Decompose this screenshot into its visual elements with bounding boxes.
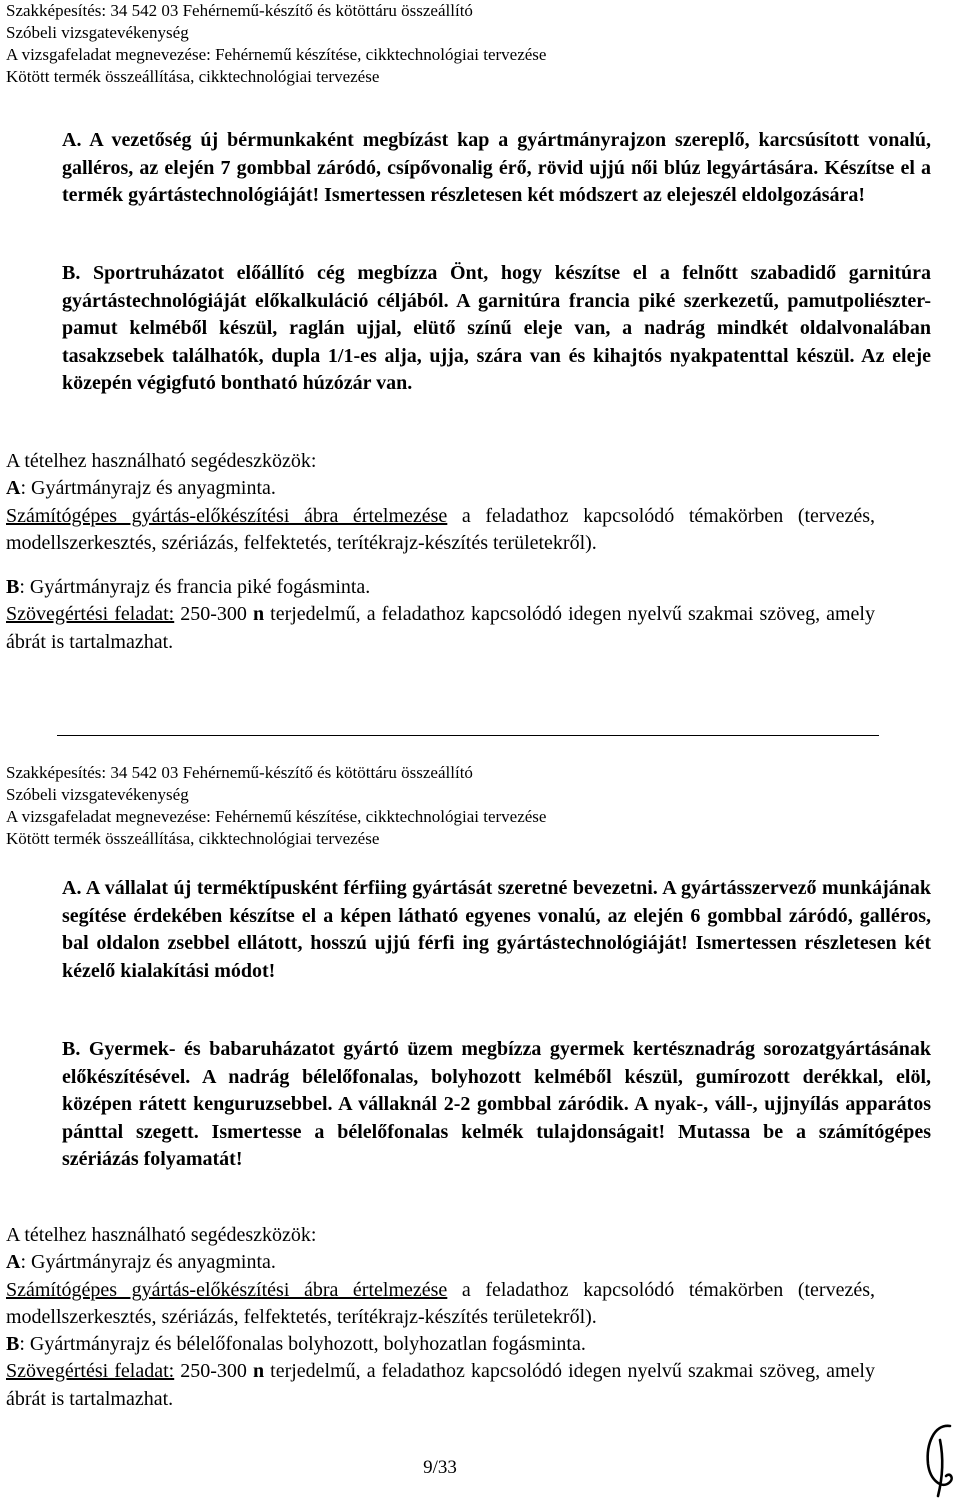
header-subtask: Kötött termék összeállítása, cikktechnológiai tervezése	[6, 829, 380, 848]
tools-calc-line: Számítógépes gyártás-előkészítési ábra értelmezése a feladathoz kapcsolódó témakörben (tervezés, modellszerkesztés, szériázás, felfektetés, terítékrajz-készítés területekről).	[6, 1278, 875, 1328]
section-divider	[57, 735, 879, 736]
tools-heading: A tételhez használható segédeszközök:	[6, 450, 317, 472]
header-task-name: A vizsgafeladat megnevezése: Fehérnemű készítése, cikktechnológiai tervezése	[6, 807, 547, 826]
header-subtask: Kötött termék összeállítása, cikktechnológiai tervezése	[6, 67, 380, 86]
task-13a	[6, 127, 931, 210]
calc-task-label: Számítógépes gyártás-előkészítési ábra értelmezése	[6, 504, 448, 527]
task-14a	[6, 875, 931, 985]
task-text: A. A vezetőség új bérmunkaként megbízást kap a gyártmányrajzon szereplő, karcsúsított vonalú, galléros, az elején 7 gombbal záródó, csípővonalig érő, rövid ujjú női blúz legyártására. Készítse el a termék gyártástechnológiáját! Ismertessen részletesen két módszert az elejeszél eldolgozására!	[62, 129, 931, 206]
tools-section-14	[6, 1222, 875, 1413]
task-number	[6, 875, 62, 903]
header-exam-type: Szóbeli vizsgatevékenység	[6, 23, 189, 42]
signature-icon	[920, 1420, 958, 1500]
tools-b-line: B: Gyártmányrajz és bélelőfonalas bolyhozott, bolyhozatlan fogásminta.	[6, 1333, 586, 1356]
reading-task-label: Szövegértési feladat:	[6, 603, 175, 626]
tools-a-line: A: Gyártmányrajz és anyagminta.	[6, 1251, 276, 1274]
tools-b-line: B: Gyártmányrajz és francia piké fogásminta.	[6, 576, 371, 599]
page-header-bottom	[6, 762, 546, 850]
task-number	[6, 1036, 62, 1064]
tools-calc-line: Számítógépes gyártás-előkészítési ábra értelmezése a feladathoz kapcsolódó témakörben (tervezés, modellszerkesztés, szériázás, felfektetés, terítékrajz-készítés területekről).	[6, 504, 875, 554]
tools-section-13	[6, 448, 875, 656]
task-text: A. A vállalat új terméktípusként férfiing gyártását szeretné bevezetni. A gyártásszervező munkájának segítése érdekében készítse el a képen látható egyenes vonalú, az elején 6 gombbal záródó, galléros, bal oldalon zsebbel ellátott, hosszú ujjú férfi ing gyártástechnológiáját! Ismertessen részletesen két kézelő kialakítási módot!	[62, 877, 931, 982]
task-number	[6, 127, 62, 155]
page-number: 9/33	[423, 1457, 457, 1478]
task-number	[6, 260, 62, 288]
tools-reading-line: Szövegértési feladat: 250-300 n terjedelmű, a feladathoz kapcsolódó idegen nyelvű szakmai szöveg, amely ábrát is tartalmazhat.	[6, 1360, 875, 1410]
page-header-top	[6, 0, 546, 88]
header-task-name: A vizsgafeladat megnevezése: Fehérnemű készítése, cikktechnológiai tervezése	[6, 45, 547, 64]
reading-task-label: Szövegértési feladat:	[6, 1360, 175, 1383]
header-qualification: Szakképesítés: 34 542 03 Fehérnemű-készítő és kötöttáru összeállító	[6, 763, 473, 782]
task-text: B. Gyermek- és babaruházatot gyártó üzem megbízza gyermek kertésznadrág sorozatgyártásának előkészítésével. A nadrág bélelőfonalas, bolyhozott kelméből készül, gumírozott derékkal, elöl, középen rátett kenguruzsebbel. A vállaknál 2-2 gombbal záródik. A nyak-, váll-, ujjnyílás apparátos pánttal szegett. Ismertesse a bélelőfonalas kelmék tulajdonságait! Mutassa be a számítógépes szériázás folyamatát!	[62, 1038, 931, 1170]
tools-heading: A tételhez használható segédeszközök:	[6, 1224, 317, 1246]
tools-reading-line: Szövegértési feladat: 250-300 n terjedelmű, a feladathoz kapcsolódó idegen nyelvű szakmai szöveg, amely ábrát is tartalmazhat.	[6, 603, 875, 653]
task-text: B. Sportruházatot előállító cég megbízza Önt, hogy készítse el a felnőtt szabadidő garnitúra gyártástechnológiáját előkalkuláció céljából. A garnitúra francia piké szerkezetű, pamutpoliészter-pamut kelméből készül, raglán ujjal, elütő színű eleje van, a nadrág mindkét oldalvonalában tasakzsebek találhatók, dupla 1/1-es alja, ujja, szára van és kihajtós nyakpatenttal készül. Az eleje közepén végigfutó bontható húzózár van.	[62, 262, 931, 394]
calc-task-label: Számítógépes gyártás-előkészítési ábra értelmezése	[6, 1278, 448, 1301]
task-14b	[6, 1036, 931, 1174]
header-exam-type: Szóbeli vizsgatevékenység	[6, 785, 189, 804]
tools-a-line: A: Gyártmányrajz és anyagminta.	[6, 477, 276, 500]
header-qualification: Szakképesítés: 34 542 03 Fehérnemű-készítő és kötöttáru összeállító	[6, 1, 473, 20]
task-13b	[6, 260, 931, 398]
